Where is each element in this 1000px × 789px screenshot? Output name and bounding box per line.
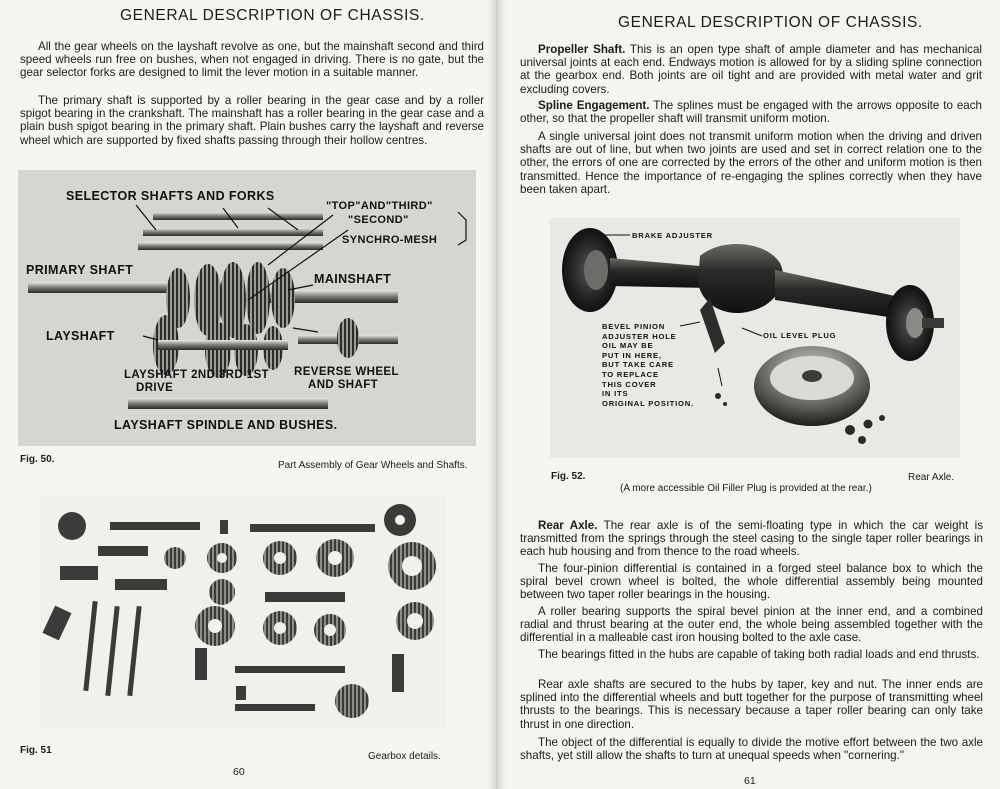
rear-axle-paragraph	[520, 519, 983, 559]
rear-axle-text: The rear axle is of the semi-floating type in which the car weight is transmitted from the springs through the steel casing to the single taper roller bearings in each hub housing and from thence to the road wheels.	[520, 519, 983, 559]
hub-bearings-paragraph: The bearings fitted in the hubs are capable of taking both radial loads and end thrusts.	[538, 648, 980, 661]
left-paragraph-2: The primary shaft is supported by a roller bearing in the gear case and by a roller spigot bearing in the crankshaft. The mainshaft has a roller bearing in the gear case and a plain bush spigot bearing in the primary shaft. Plain bushes carry the layshaft and reverse wheel which are supported by fixed shafts passing through their hollow centres.	[20, 94, 484, 147]
bevel-note-line-6: TO REPLACE	[602, 369, 659, 379]
bevel-note-line-1: BEVEL PINION	[602, 322, 666, 331]
label-layshaft: LAYSHAFT	[46, 329, 115, 343]
figure-51-caption: Gearbox details.	[368, 751, 441, 762]
figure-51-number: Fig. 51	[20, 745, 52, 756]
right-page-number: 61	[744, 775, 756, 787]
label-top-third: "TOP"AND"THIRD"	[326, 200, 433, 212]
differential-object-paragraph: The object of the differential is equally to divide the motive effort between the two axle shafts, yet still allow the shafts to turn at unequal speeds when "cornering."	[520, 736, 983, 763]
figure-52-photo	[550, 218, 960, 458]
spline-engagement-paragraph	[520, 99, 982, 125]
left-paragraph-1: All the gear wheels on the layshaft revolve as one, but the mainshaft second and third speed wheels run free on bushes, when not engaged in driving. There is no gate, but the gear selector forks are designed to limit the lever motion in a suitable manner.	[20, 40, 484, 80]
label-reverse-shaft: AND SHAFT	[308, 379, 379, 391]
right-page-heading: GENERAL DESCRIPTION OF CHASSIS.	[618, 14, 923, 31]
label-reverse-wheel: REVERSE WHEEL	[294, 366, 399, 378]
label-layshaft-gears: LAYSHAFT 2ND 3RD 1ST	[124, 369, 269, 381]
bevel-note-line-3: OIL MAY BE	[602, 341, 654, 351]
figure-51-photo	[40, 496, 445, 728]
universal-joint-paragraph: A single universal joint does not transmit uniform motion when the driving and driven shafts are out of line, but when two joints are used and set in correct relation one to the other, the errors of one are corrected by the errors of the other and uniform motion is then transmitted. Hence the importance of re-engaging the splines correctly when they have been taken apart.	[520, 130, 982, 196]
bevel-note-line-2: ADJUSTER HOLE	[602, 331, 677, 341]
roller-bearing-paragraph: A roller bearing supports the spiral bevel pinion at the inner end, and a combined radial and thrust bearing at the outer end, the whole being assembled together with the differential in a malleable cast iron housing bolted to the axle case.	[520, 605, 983, 645]
left-page	[0, 0, 497, 789]
label-brake-adjuster: BRAKE ADJUSTER	[632, 231, 713, 240]
label-layshaft-spindle: LAYSHAFT SPINDLE AND BUSHES.	[114, 418, 338, 432]
label-bevel-pinion-note	[602, 322, 694, 408]
figure-52-note: (A more accessible Oil Filler Plug is provided at the rear.)	[620, 483, 872, 494]
gearbox-parts-illustration	[40, 496, 445, 728]
label-mainshaft: MAINSHAFT	[314, 272, 392, 286]
rear-axle-lead: Rear Axle.	[538, 519, 598, 532]
figure-52-caption: Rear Axle.	[908, 472, 955, 483]
propeller-shaft-lead: Propeller Shaft.	[538, 43, 626, 56]
figure-52-number: Fig. 52.	[551, 471, 586, 482]
left-page-number: 60	[233, 766, 245, 778]
label-drive: DRIVE	[136, 382, 174, 394]
figure-50-caption: Part Assembly of Gear Wheels and Shafts.	[278, 460, 468, 471]
propeller-shaft-paragraph	[520, 43, 982, 96]
figure-50-number: Fig. 50.	[20, 454, 55, 465]
left-page-heading: GENERAL DESCRIPTION OF CHASSIS.	[120, 7, 425, 24]
differential-paragraph: The four-pinion differential is contained in a forged steel balance box to which the spiral bevel crown wheel is bolted, the whole differential assembly being mounted between two taper roller bearings in the housing.	[520, 562, 983, 602]
bevel-note-line-5: BUT TAKE CARE	[602, 360, 674, 370]
label-selector-shafts: SELECTOR SHAFTS AND FORKS	[66, 189, 275, 203]
bevel-note-line-8: IN ITS	[602, 389, 629, 399]
label-synchro-mesh: SYNCHRO-MESH	[342, 234, 438, 246]
spline-engagement-text: The splines must be engaged with the arrows opposite to each other, so that the propeller shaft will transmit uniform motion.	[520, 99, 983, 126]
bevel-note-line-7: THIS COVER	[602, 379, 657, 389]
bevel-note-line-4: PUT IN HERE,	[602, 350, 662, 360]
spline-engagement-lead: Spline Engagement.	[538, 99, 650, 112]
bevel-note-line-9: ORIGINAL POSITION.	[602, 398, 694, 408]
label-oil-level-plug: OIL LEVEL PLUG	[763, 331, 837, 340]
axle-shafts-paragraph: Rear axle shafts are secured to the hubs by taper, key and nut. The inner ends are splined into the differential wheels and butt together for the purpose of transmitting wheel thrusts to the bearings. This is necessary because a taper roller bearing can only take thrust in one direction.	[520, 678, 983, 731]
figure-50-photo	[18, 170, 476, 446]
propeller-shaft-text: This is an open type shaft of ample diameter and has mechanical universal joints at each end. Endways motion is allowed for by a sliding spline connection at the gearbox end. Both joints are oil tight and are provided with metal water and grit excluding covers.	[520, 43, 982, 96]
label-primary-shaft: PRIMARY SHAFT	[26, 263, 134, 277]
book-gutter	[488, 0, 506, 789]
label-second: "SECOND"	[348, 214, 409, 226]
right-page	[497, 0, 1000, 789]
